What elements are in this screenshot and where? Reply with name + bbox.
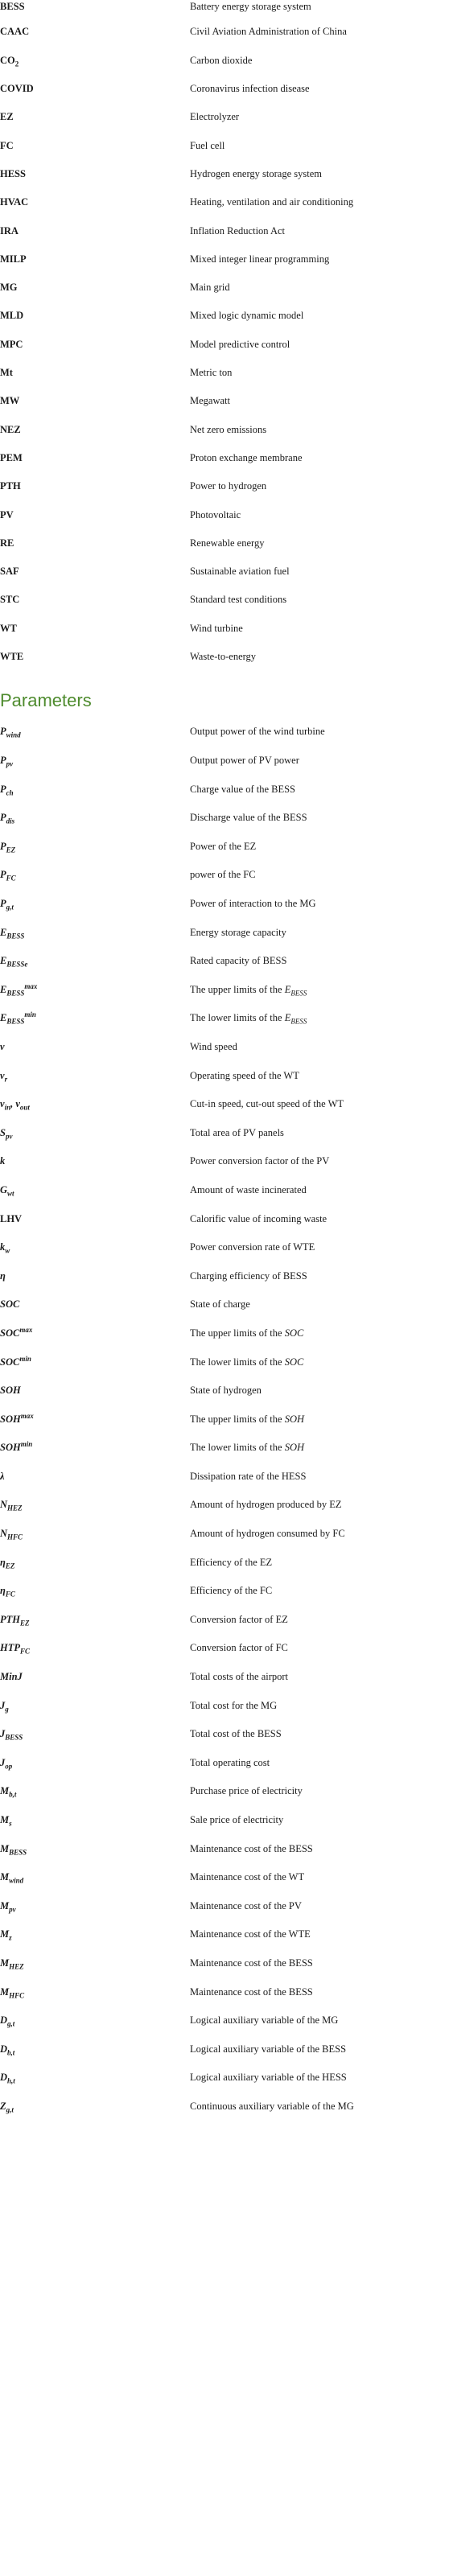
parameter-definition: power of the FC (190, 869, 256, 881)
parameter-symbol: $P_{ch}$ (0, 783, 14, 797)
parameter-definition: Rated capacity of BESS (190, 955, 287, 967)
abbreviation-definition: Coronavirus infection disease (190, 83, 310, 95)
abbreviation-row (0, 529, 449, 557)
parameter-row (0, 1605, 449, 1634)
parameter-row (0, 1691, 449, 1720)
parameter-definition: Charge value of the BESS (190, 783, 295, 795)
parameter-definition: The upper limits of the SOH (190, 1413, 304, 1425)
parameter-row (0, 1204, 449, 1233)
abbreviation-term: MPC (0, 338, 23, 350)
abbreviation-term: HVAC (0, 196, 29, 208)
parameter-symbol: v (0, 1040, 5, 1052)
parameter-symbol: SOH (0, 1385, 21, 1397)
abbreviation-term: Mt (0, 367, 13, 379)
abbreviation-term: MG (0, 282, 18, 294)
abbreviation-definition: Main grid (190, 282, 230, 294)
parameter-row (0, 1491, 449, 1520)
abbreviation-row (0, 415, 449, 443)
abbreviation-definition: Power to hydrogen (190, 480, 267, 492)
parameter-symbol: $P_{g,t}$ (0, 898, 14, 911)
parameter-definition: Purchase price of electricity (190, 1785, 303, 1797)
parameter-definition: Total operating cost (190, 1756, 270, 1768)
abbreviation-row (0, 18, 449, 46)
parameter-row (0, 718, 449, 747)
parameter-row (0, 1032, 449, 1061)
parameter-row (0, 2035, 449, 2064)
parameter-definition: Logical auxiliary variable of the HESS (190, 2072, 347, 2084)
abbreviation-row (0, 387, 449, 415)
parameter-symbol: $SOC^{min}$ (0, 1354, 31, 1368)
parameter-definition: Amount of waste incinerated (190, 1183, 307, 1195)
abbreviation-row (0, 274, 449, 302)
parameter-row (0, 1805, 449, 1834)
abbreviation-term: FC (0, 139, 14, 151)
parameter-definition: Logical auxiliary variable of the BESS (190, 2043, 347, 2055)
parameter-symbol: $\eta_{EZ}$ (0, 1556, 15, 1570)
parameter-symbol: $M_{BESS}$ (0, 1842, 27, 1857)
abbreviation-term: WT (0, 622, 17, 634)
parameter-symbol: $J_g$ (0, 1699, 9, 1714)
parameter-symbol: $M_{b,t}$ (0, 1785, 17, 1799)
abbreviation-row (0, 216, 449, 245)
parameter-symbol: $S_{pv}$ (0, 1126, 13, 1141)
parameter-definition: The lower limits of the SOH (190, 1442, 304, 1454)
abbreviation-row (0, 159, 449, 187)
parameter-symbol: $\eta_{FC}$ (0, 1585, 15, 1599)
parameter-definition: Dissipation rate of the HESS (190, 1470, 307, 1482)
parameter-definition: Efficiency of the EZ (190, 1556, 273, 1568)
abbreviation-term: BESS (0, 1, 25, 12)
parameter-symbol: $M_{HEZ}$ (0, 1957, 24, 1971)
abbreviation-row (0, 330, 449, 358)
parameter-symbol: $M_{HFC}$ (0, 1985, 25, 2000)
parameter-definition: Cut-in speed, cut-out speed of the WT (190, 1098, 344, 1110)
parameter-row (0, 1319, 449, 1348)
abbreviation-definition: Megawatt (190, 395, 230, 407)
abbreviation-definition: Standard test conditions (190, 594, 287, 606)
abbreviation-definition: Electrolyzer (190, 111, 240, 123)
parameter-row (0, 1175, 449, 1204)
parameter-row (0, 1090, 449, 1119)
parameter-row (0, 1348, 449, 1376)
abbreviation-definition: Mixed integer linear programming (190, 253, 330, 265)
abbreviation-term: WTE (0, 650, 24, 662)
abbreviation-definition: Wind turbine (190, 622, 243, 634)
parameter-symbol: $E_{BESS}^{max}$ (0, 981, 38, 998)
abbreviation-definition: Renewable energy (190, 537, 265, 549)
abbreviation-term: IRA (0, 224, 19, 237)
abbreviation-definition: Battery energy storage system (190, 1, 311, 12)
parameter-definition: Maintenance cost of the BESS (190, 1985, 313, 1998)
parameter-definition: Output power of the wind turbine (190, 726, 325, 738)
abbreviation-row (0, 500, 449, 529)
parameter-definition: Maintenance cost of the BESS (190, 1957, 313, 1969)
parameter-row (0, 1748, 449, 1777)
parameter-symbol: $PTH_{EZ}$ (0, 1613, 30, 1627)
abbreviation-term: COVID (0, 83, 34, 95)
parameter-symbol: $v_r$ (0, 1069, 8, 1084)
parameter-definition: Power of interaction to the MG (190, 898, 316, 909)
abbreviation-term: MLD (0, 310, 24, 322)
abbreviation-definition: Net zero emissions (190, 423, 267, 435)
parameter-symbol: η (0, 1269, 6, 1282)
parameter-definition: Discharge value of the BESS (190, 812, 307, 824)
abbreviation-definition: Carbon dioxide (190, 54, 253, 66)
parameter-definition: Output power of PV power (190, 755, 299, 767)
parameter-symbol: $N_{HEZ}$ (0, 1499, 23, 1512)
parameter-definition: The upper limits of the $E_{BESS}$ (190, 983, 307, 998)
parameter-row (0, 1720, 449, 1749)
parameter-row (0, 1577, 449, 1606)
parameter-symbol: $HTP_{FC}$ (0, 1642, 31, 1656)
parameter-symbol: $D_{g,t}$ (0, 2014, 15, 2028)
parameters-table (0, 718, 449, 2121)
abbreviation-term: STC (0, 594, 20, 606)
parameter-definition: Maintenance cost of the WTE (190, 1928, 311, 1940)
parameter-definition: Calorific value of incoming waste (190, 1212, 327, 1224)
parameter-symbol: MinJ (0, 1671, 23, 1683)
parameter-definition: Total cost of the BESS (190, 1728, 282, 1740)
abbreviation-term: MW (0, 395, 20, 407)
parameter-row (0, 1061, 449, 1090)
abbreviation-term: SAF (0, 566, 19, 578)
parameter-symbol: $Z_{g,t}$ (0, 2100, 14, 2114)
parameter-symbol: LHV (0, 1212, 23, 1224)
abbreviation-term: NEZ (0, 423, 21, 435)
parameter-definition: Amount of hydrogen produced by EZ (190, 1499, 342, 1511)
parameter-symbol: $E_{BESS}^{min}$ (0, 1010, 36, 1026)
parameter-symbol: $N_{HFC}$ (0, 1528, 23, 1541)
abbreviation-row (0, 558, 449, 586)
parameter-definition: Efficiency of the FC (190, 1585, 273, 1597)
parameter-row (0, 1863, 449, 1892)
abbreviation-definition: Metric ton (190, 367, 233, 379)
parameter-definition: The lower limits of the $E_{BESS}$ (190, 1012, 307, 1026)
abbreviation-row (0, 643, 449, 671)
parameter-definition: State of hydrogen (190, 1385, 262, 1397)
parameter-row (0, 1891, 449, 1920)
parameter-symbol: k (0, 1155, 6, 1167)
parameter-row (0, 1290, 449, 1319)
abbreviation-row (0, 46, 449, 74)
parameter-symbol: $P_{pv}$ (0, 755, 14, 768)
parameter-definition: Charging efficiency of BESS (190, 1269, 307, 1282)
parameter-definition: Total cost for the MG (190, 1699, 278, 1711)
parameter-definition: Operating speed of the WT (190, 1069, 299, 1081)
parameter-row (0, 975, 449, 1004)
parameter-row (0, 1233, 449, 1262)
abbreviation-term: RE (0, 537, 14, 549)
parameter-definition: Conversion factor of FC (190, 1642, 288, 1654)
parameter-symbol: $E_{BESSe}$ (0, 955, 28, 969)
abbreviation-row (0, 472, 449, 500)
parameter-symbol: SOC (0, 1298, 20, 1311)
abbreviation-definition: Proton exchange membrane (190, 451, 303, 463)
parameter-definition: State of charge (190, 1298, 250, 1311)
abbreviation-term: PV (0, 508, 14, 521)
parameter-row (0, 1405, 449, 1434)
abbreviation-definition: Photovoltaic (190, 508, 241, 521)
parameter-symbol: $D_{h,t}$ (0, 2072, 15, 2085)
parameter-definition: Total costs of the airport (190, 1671, 289, 1683)
abbreviation-term: HESS (0, 167, 26, 179)
abbreviation-row (0, 131, 449, 159)
parameter-row (0, 1662, 449, 1691)
parameter-row (0, 775, 449, 804)
abbreviation-row (0, 188, 449, 216)
parameter-symbol: $M_z$ (0, 1928, 12, 1942)
parameter-row (0, 1948, 449, 1977)
parameter-definition: Maintenance cost of the PV (190, 1899, 302, 1911)
parameter-row (0, 2064, 449, 2092)
parameter-row (0, 2092, 449, 2121)
parameter-symbol: $G_{wt}$ (0, 1183, 14, 1198)
abbreviation-row (0, 75, 449, 103)
parameter-row (0, 1977, 449, 2006)
abbreviations-table (0, 0, 449, 671)
parameter-symbol: $P_{FC}$ (0, 869, 16, 883)
parameter-definition: Sale price of electricity (190, 1814, 284, 1825)
abbreviation-definition: Civil Aviation Administration of China (190, 26, 347, 38)
parameter-row (0, 1548, 449, 1577)
abbreviation-definition: Hydrogen energy storage system (190, 167, 322, 179)
abbreviation-definition: Sustainable aviation fuel (190, 566, 290, 578)
parameter-row (0, 832, 449, 861)
parameter-definition: Maintenance cost of the BESS (190, 1842, 313, 1854)
parameter-definition: Total area of PV panels (190, 1126, 284, 1138)
parameter-symbol: $P_{wind}$ (0, 726, 21, 739)
abbreviation-term: MILP (0, 253, 27, 265)
parameter-definition: Amount of hydrogen consumed by FC (190, 1528, 345, 1540)
parameter-symbol: $E_{BESS}$ (0, 926, 25, 940)
parameter-definition: Logical auxiliary variable of the MG (190, 2014, 339, 2027)
abbreviation-definition: Model predictive control (190, 338, 290, 350)
abbreviation-row (0, 359, 449, 387)
parameter-row (0, 1376, 449, 1405)
parameter-row (0, 861, 449, 890)
abbreviation-row (0, 0, 449, 18)
abbreviation-definition: Heating, ventilation and air conditioning (190, 196, 354, 208)
parameter-symbol: $P_{EZ}$ (0, 840, 16, 854)
parameter-row (0, 1462, 449, 1491)
abbreviation-definition: Waste-to-energy (190, 650, 257, 662)
parameter-symbol: λ (0, 1470, 5, 1482)
parameter-definition: Conversion factor of EZ (190, 1613, 288, 1625)
parameter-symbol: $v_{in}$, $v_{out}$ (0, 1098, 30, 1112)
abbreviation-row (0, 103, 449, 131)
parameter-symbol: $D_{b,t}$ (0, 2043, 15, 2057)
abbreviation-definition: Mixed logic dynamic model (190, 310, 304, 322)
parameter-symbol: $M_{wind}$ (0, 1871, 24, 1885)
parameter-row (0, 804, 449, 833)
parameters-heading: Parameters (0, 689, 92, 710)
parameter-symbol: $SOC^{max}$ (0, 1325, 33, 1339)
abbreviation-term: $CO_2$ (0, 54, 19, 68)
abbreviation-row (0, 586, 449, 614)
parameter-row (0, 1834, 449, 1863)
parameter-definition: Wind speed (190, 1040, 237, 1052)
parameter-definition: Power of the EZ (190, 840, 257, 852)
abbreviation-definition: Fuel cell (190, 139, 225, 151)
parameter-definition: Continuous auxiliary variable of the MG (190, 2100, 354, 2112)
parameter-row (0, 1147, 449, 1176)
parameter-symbol: $J_{op}$ (0, 1756, 13, 1771)
parameter-row (0, 1434, 449, 1463)
parameter-symbol: $M_{pv}$ (0, 1899, 16, 1914)
abbreviation-row (0, 302, 449, 330)
parameter-row (0, 1777, 449, 1806)
abbreviation-row (0, 614, 449, 642)
abbreviation-row (0, 443, 449, 471)
abbreviation-term: CAAC (0, 26, 30, 38)
parameter-definition: Maintenance cost of the WT (190, 1871, 305, 1883)
parameter-row (0, 1519, 449, 1548)
parameter-symbol: $P_{dis}$ (0, 812, 15, 825)
parameter-definition: Energy storage capacity (190, 926, 286, 938)
parameter-row (0, 1004, 449, 1033)
parameter-row (0, 918, 449, 947)
parameter-symbol: $k_w$ (0, 1241, 10, 1255)
parameter-symbol: $J_{BESS}$ (0, 1728, 23, 1742)
parameter-definition: Power conversion rate of WTE (190, 1241, 315, 1253)
parameter-definition: The lower limits of the SOC (190, 1356, 304, 1368)
parameter-row (0, 2006, 449, 2035)
abbreviation-term: PTH (0, 480, 21, 492)
parameter-row (0, 746, 449, 775)
parameter-row (0, 1261, 449, 1290)
parameter-symbol: $SOH^{max}$ (0, 1411, 34, 1425)
parameter-row (0, 947, 449, 976)
abbreviation-row (0, 245, 449, 273)
abbreviation-term: EZ (0, 111, 14, 123)
parameter-row (0, 1920, 449, 1949)
parameter-row (0, 1118, 449, 1147)
parameter-row (0, 889, 449, 918)
parameter-definition: Power conversion factor of the PV (190, 1155, 330, 1167)
parameter-symbol: $SOH^{min}$ (0, 1440, 33, 1454)
abbreviation-term: PEM (0, 451, 23, 463)
abbreviation-definition: Inflation Reduction Act (190, 224, 286, 237)
parameter-row (0, 1634, 449, 1663)
parameter-definition: The upper limits of the SOC (190, 1327, 304, 1339)
parameter-symbol: $M_s$ (0, 1814, 12, 1828)
